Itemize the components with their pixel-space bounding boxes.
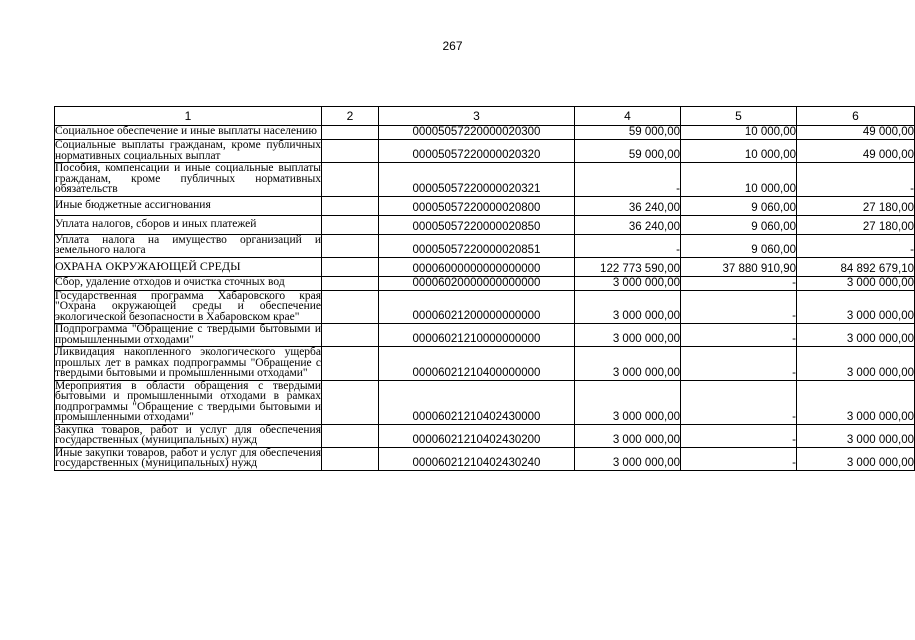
row-col2: [322, 380, 379, 424]
header-row: [55, 107, 915, 126]
row-code: 00005057220000020320: [379, 140, 575, 163]
row-value-col6: 3 000 000,00: [797, 324, 915, 347]
row-value-col6: 84 892 679,10: [797, 257, 915, 276]
row-value-col6: 27 180,00: [797, 196, 915, 215]
row-name: Государственная программа Хабаровского края "Охрана окружающей среды и обеспечение экологической безопасности в Хабаровском крае": [55, 289, 321, 323]
page-number: 267: [442, 39, 463, 53]
row-code: 00006021210402430200: [379, 424, 575, 447]
table-row: [55, 163, 915, 197]
row-code: 00006020000000000000: [379, 276, 575, 290]
row-value-col5: -: [681, 424, 797, 447]
row-name: Иные закупки товаров, работ и услуг для обеспечения государственных (муниципальных) нужд: [55, 446, 321, 469]
row-col2: [322, 126, 379, 140]
row-value-col6: 49 000,00: [797, 126, 915, 140]
row-value-col6: -: [797, 163, 915, 197]
column-header: 3: [379, 107, 575, 126]
row-value-col5: -: [681, 447, 797, 470]
row-value-col4: 122 773 590,00: [575, 257, 681, 276]
row-name: Уплата налога на имущество организаций и земельного налога: [55, 233, 321, 256]
table-row: [55, 196, 915, 215]
column-header: 1: [55, 107, 322, 126]
row-value-col5: 10 000,00: [681, 126, 797, 140]
row-value-col4: 59 000,00: [575, 126, 681, 140]
row-value-col5: -: [681, 347, 797, 381]
row-col2: [322, 140, 379, 163]
row-name: Сбор, удаление отходов и очистка сточных вод: [55, 276, 322, 290]
row-code: 00005057220000020321: [379, 163, 575, 197]
row-value-col4: 3 000 000,00: [575, 347, 681, 381]
row-value-col5: -: [681, 276, 797, 290]
row-value-col6: 3 000 000,00: [797, 380, 915, 424]
row-value-col6: 49 000,00: [797, 140, 915, 163]
row-code: 00005057220000020800: [379, 196, 575, 215]
column-header: 2: [322, 107, 379, 126]
row-value-col5: 9 060,00: [681, 215, 797, 234]
column-header: 4: [575, 107, 681, 126]
row-value-col4: 3 000 000,00: [575, 324, 681, 347]
row-col2: [322, 215, 379, 234]
row-value-col6: 27 180,00: [797, 215, 915, 234]
row-value-col4: 59 000,00: [575, 140, 681, 163]
row-value-col4: 3 000 000,00: [575, 290, 681, 324]
row-code: 00005057220000020851: [379, 234, 575, 257]
row-value-col6: -: [797, 234, 915, 257]
row-code: 00006021210400000000: [379, 347, 575, 381]
row-value-col5: -: [681, 380, 797, 424]
row-value-col5: 9 060,00: [681, 196, 797, 215]
row-value-col6: 3 000 000,00: [797, 276, 915, 290]
row-name: Мероприятия в области обращения с твердыми бытовыми и промышленными отходами в рамках подпрограммы "Обращение с твердыми бытовыми и промышленными отходами": [55, 379, 321, 423]
row-name: Закупка товаров, работ и услуг для обеспечения государственных (муниципальных) нужд: [55, 423, 321, 446]
table-row: [55, 140, 915, 163]
row-col2: [322, 196, 379, 215]
budget-table: [54, 106, 915, 471]
row-name: Подпрограмма "Обращение с твердыми бытовыми и промышленными отходами": [55, 323, 321, 346]
row-name: Иные бюджетные ассигнования: [55, 196, 322, 215]
row-value-col6: 3 000 000,00: [797, 447, 915, 470]
row-name: Социальное обеспечение и иные выплаты населению: [55, 126, 322, 140]
table-row: [55, 424, 915, 447]
table-row: [55, 447, 915, 470]
row-name: Социальные выплаты гражданам, кроме публичных нормативных социальных выплат: [55, 139, 321, 162]
row-code: 00006021210402430000: [379, 380, 575, 424]
row-code: 00006021200000000000: [379, 290, 575, 324]
row-col2: [322, 276, 379, 290]
row-value-col6: 3 000 000,00: [797, 290, 915, 324]
table-row: [55, 347, 915, 381]
table-row: [55, 215, 915, 234]
row-col2: [322, 290, 379, 324]
table-row: [55, 324, 915, 347]
row-value-col4: 36 240,00: [575, 196, 681, 215]
column-header: 5: [681, 107, 797, 126]
row-col2: [322, 447, 379, 470]
row-value-col4: -: [575, 163, 681, 197]
table-row: [55, 290, 915, 324]
row-code: 00006021210402430240: [379, 447, 575, 470]
row-value-col5: 37 880 910,90: [681, 257, 797, 276]
table-row: [55, 234, 915, 257]
row-value-col6: 3 000 000,00: [797, 347, 915, 381]
row-value-col6: 3 000 000,00: [797, 424, 915, 447]
row-value-col5: 10 000,00: [681, 140, 797, 163]
row-code: 00006000000000000000: [379, 257, 575, 276]
row-value-col5: 9 060,00: [681, 234, 797, 257]
row-value-col5: -: [681, 324, 797, 347]
row-col2: [322, 347, 379, 381]
row-code: 00005057220000020300: [379, 126, 575, 140]
row-col2: [322, 163, 379, 197]
row-col2: [322, 257, 379, 276]
table-row: [55, 126, 915, 140]
row-value-col4: -: [575, 234, 681, 257]
table-row: [55, 276, 915, 290]
row-value-col4: 3 000 000,00: [575, 447, 681, 470]
row-value-col4: 3 000 000,00: [575, 424, 681, 447]
row-value-col4: 3 000 000,00: [575, 276, 681, 290]
row-name: Ликвидация накопленного экологического ущерба прошлых лет в рамках подпрограммы "Обращение с твердыми бытовыми и промышленными отходами": [55, 346, 321, 379]
table-row: [55, 380, 915, 424]
row-value-col5: -: [681, 290, 797, 324]
row-name: Уплата налогов, сборов и иных платежей: [55, 215, 322, 234]
row-col2: [322, 234, 379, 257]
row-value-col4: 36 240,00: [575, 215, 681, 234]
column-header: 6: [797, 107, 915, 126]
row-col2: [322, 424, 379, 447]
row-code: 00006021210000000000: [379, 324, 575, 347]
row-name: Пособия, компенсации и иные социальные выплаты гражданам, кроме публичных нормативных обязательств: [55, 162, 321, 195]
row-value-col5: 10 000,00: [681, 163, 797, 197]
row-name: ОХРАНА ОКРУЖАЮЩЕЙ СРЕДЫ: [55, 257, 322, 276]
row-code: 00005057220000020850: [379, 215, 575, 234]
row-value-col4: 3 000 000,00: [575, 380, 681, 424]
row-col2: [322, 324, 379, 347]
table-row: [55, 257, 915, 276]
